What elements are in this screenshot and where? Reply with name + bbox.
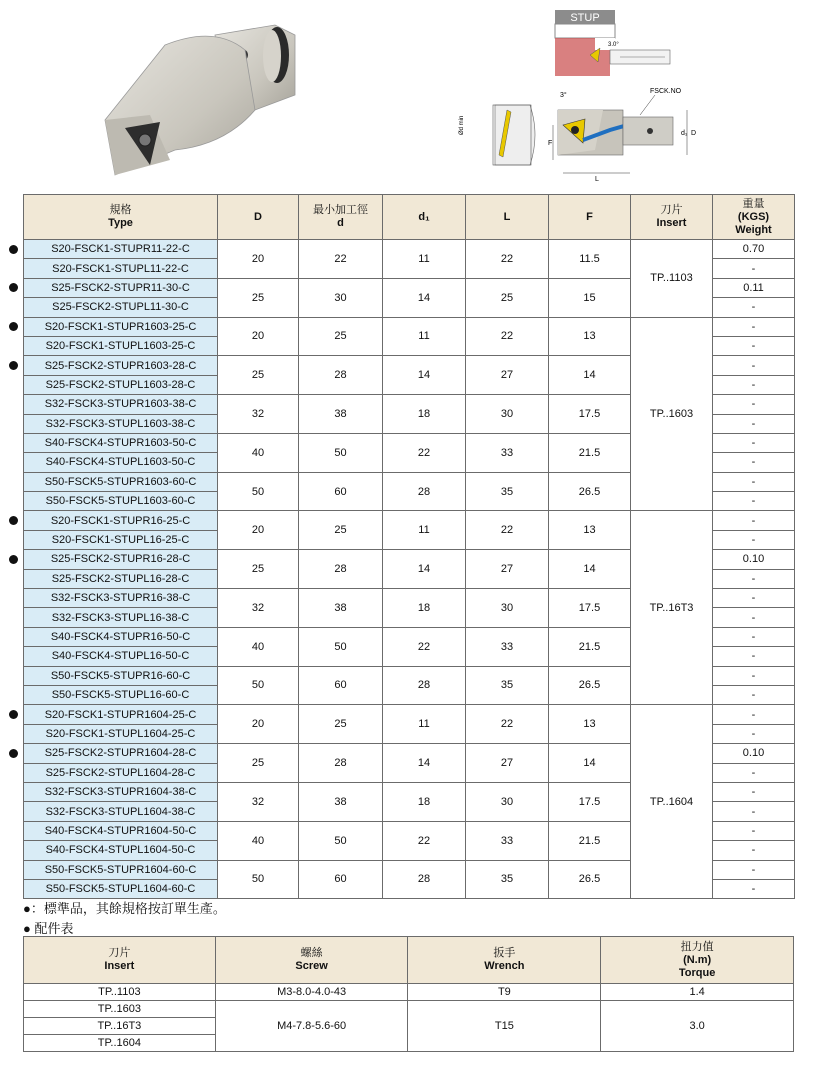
standard-stock-marker bbox=[9, 710, 18, 719]
type-cell: S25-FSCK2-STUPR11-30-C bbox=[24, 278, 218, 297]
dim-l-cell: 35 bbox=[466, 472, 549, 511]
dim-d1-cell: 11 bbox=[383, 705, 466, 744]
standard-stock-marker bbox=[9, 283, 18, 292]
type-cell: S25-FSCK2-STUPR1604-28-C bbox=[24, 744, 218, 763]
acc-header-cell bbox=[24, 937, 216, 984]
dim-d1-cell: 14 bbox=[383, 356, 466, 395]
dim-l-cell: 27 bbox=[466, 744, 549, 783]
standard-stock-marker bbox=[9, 322, 18, 331]
tool-holder-image bbox=[95, 10, 310, 185]
table-row bbox=[24, 511, 795, 530]
dim-d-cell: 30 bbox=[299, 278, 383, 317]
type-cell: S25-FSCK2-STUPR1603-28-C bbox=[24, 356, 218, 375]
type-cell: S50-FSCK5-STUPL1603-60-C bbox=[24, 492, 218, 511]
standard-stock-marker bbox=[9, 749, 18, 758]
header-zh: 重量 bbox=[742, 197, 765, 210]
dim-l-cell: 27 bbox=[466, 356, 549, 395]
type-cell: S40-FSCK4-STUPL1603-50-C bbox=[24, 453, 218, 472]
dim-d1-cell: 11 bbox=[383, 240, 466, 279]
weight-cell: - bbox=[713, 685, 795, 704]
weight-cell: - bbox=[713, 395, 795, 414]
spec-header-cell bbox=[549, 195, 631, 240]
acc-header-en: (N.m) bbox=[683, 953, 712, 966]
weight-cell: - bbox=[713, 627, 795, 646]
dim-d-cell: 25 bbox=[218, 278, 299, 317]
weight-cell: - bbox=[713, 336, 795, 355]
stup-diagram bbox=[540, 10, 680, 80]
spec-header-cell bbox=[631, 195, 713, 240]
header-en: D bbox=[254, 210, 262, 223]
acc-row bbox=[24, 984, 794, 1001]
dim-f-cell: 13 bbox=[549, 705, 631, 744]
weight-cell: - bbox=[713, 608, 795, 627]
spec-header-cell bbox=[24, 195, 218, 240]
header-zh: 規格 bbox=[109, 204, 132, 216]
type-cell: S20-FSCK1-STUPR1604-25-C bbox=[24, 705, 218, 724]
dim-f-cell: 14 bbox=[549, 550, 631, 589]
dim-d-cell: 25 bbox=[299, 705, 383, 744]
type-cell: S20-FSCK1-STUPL11-22-C bbox=[24, 259, 218, 278]
acc-insert-cell: TP..1603 bbox=[24, 1001, 216, 1018]
header-zh: 最小加工徑 bbox=[313, 204, 368, 216]
acc-insert-cell: TP..1103 bbox=[24, 984, 216, 1001]
header-zh: 刀片 bbox=[660, 204, 683, 216]
dim-d-cell: 50 bbox=[218, 860, 299, 899]
weight-cell: 0.11 bbox=[713, 278, 795, 297]
spec-table bbox=[23, 194, 795, 899]
dim-f-cell: 26.5 bbox=[549, 860, 631, 899]
dim-l-cell: 33 bbox=[466, 627, 549, 666]
dim-d1-cell: 28 bbox=[383, 472, 466, 511]
dim-d1-cell: 28 bbox=[383, 666, 466, 705]
acc-wrench-cell: T15 bbox=[408, 1001, 601, 1052]
dim-d-cell: 25 bbox=[299, 317, 383, 356]
weight-cell: - bbox=[713, 705, 795, 724]
stup-label: STUP bbox=[570, 12, 600, 24]
weight-cell: - bbox=[713, 666, 795, 685]
dim-d1-cell: 11 bbox=[383, 511, 466, 550]
dmin-label: Ød min bbox=[459, 115, 465, 135]
dim-d1-cell: 14 bbox=[383, 550, 466, 589]
spec-header-cell bbox=[218, 195, 299, 240]
accessories-table bbox=[23, 936, 794, 1052]
dim-l-cell: 30 bbox=[466, 782, 549, 821]
weight-cell: - bbox=[713, 317, 795, 336]
acc-insert-cell: TP..1604 bbox=[24, 1035, 216, 1052]
type-cell: S25-FSCK2-STUPR16-28-C bbox=[24, 550, 218, 569]
type-cell: S40-FSCK4-STUPR16-50-C bbox=[24, 627, 218, 646]
dim-d-cell: 38 bbox=[299, 395, 383, 434]
type-cell: S50-FSCK5-STUPR16-60-C bbox=[24, 666, 218, 685]
table-row bbox=[24, 240, 795, 259]
acc-header-zh: 扭力值 bbox=[680, 940, 714, 953]
dim-f-cell: 11.5 bbox=[549, 240, 631, 279]
dim-d1-cell: 18 bbox=[383, 782, 466, 821]
type-cell: S40-FSCK4-STUPL16-50-C bbox=[24, 647, 218, 666]
acc-header-en: Screw bbox=[295, 960, 328, 972]
acc-screw-cell: M4-7.8-5.6-60 bbox=[215, 1001, 408, 1052]
D-label: D bbox=[691, 130, 697, 137]
acc-header-zh: 螺絲 bbox=[300, 947, 323, 959]
acc-header-cell bbox=[601, 937, 794, 984]
weight-cell: - bbox=[713, 841, 795, 860]
dim-d-cell: 38 bbox=[299, 782, 383, 821]
weight-cell: - bbox=[713, 259, 795, 278]
weight-cell: - bbox=[713, 356, 795, 375]
dim-d-cell: 32 bbox=[218, 589, 299, 628]
spec-header-cell bbox=[383, 195, 466, 240]
insert-cell: TP..1604 bbox=[631, 705, 713, 899]
dimension-diagram bbox=[455, 85, 700, 185]
type-cell: S32-FSCK3-STUPL1604-38-C bbox=[24, 802, 218, 821]
weight-cell: - bbox=[713, 860, 795, 879]
header-en: L bbox=[503, 210, 511, 223]
standard-stock-marker bbox=[9, 361, 18, 370]
dim-d1-cell: 22 bbox=[383, 821, 466, 860]
weight-cell: 0.10 bbox=[713, 744, 795, 763]
header-en: F bbox=[586, 210, 593, 223]
dim-l-cell: 30 bbox=[466, 395, 549, 434]
dim-d-cell: 38 bbox=[299, 589, 383, 628]
type-cell: S32-FSCK3-STUPL1603-38-C bbox=[24, 414, 218, 433]
weight-cell: - bbox=[713, 375, 795, 394]
L-label: L bbox=[595, 176, 599, 183]
type-cell: S50-FSCK5-STUPL16-60-C bbox=[24, 685, 218, 704]
dim-f-cell: 21.5 bbox=[549, 627, 631, 666]
dim-d-cell: 50 bbox=[299, 627, 383, 666]
table-row bbox=[24, 317, 795, 336]
dim-l-cell: 35 bbox=[466, 860, 549, 899]
spec-header-cell bbox=[713, 195, 795, 240]
acc-header-en: Insert bbox=[104, 960, 135, 972]
weight-cell: - bbox=[713, 530, 795, 549]
dim-f-cell: 17.5 bbox=[549, 395, 631, 434]
weight-cell: - bbox=[713, 298, 795, 317]
spec-header-cell bbox=[299, 195, 383, 240]
dim-f-cell: 14 bbox=[549, 744, 631, 783]
type-cell: S50-FSCK5-STUPR1603-60-C bbox=[24, 472, 218, 491]
type-cell: S25-FSCK2-STUPL16-28-C bbox=[24, 569, 218, 588]
dim-d-cell: 20 bbox=[218, 317, 299, 356]
dim-d1-cell: 18 bbox=[383, 589, 466, 628]
type-cell: S20-FSCK1-STUPL1603-25-C bbox=[24, 336, 218, 355]
angle-side-label: 3° bbox=[560, 92, 567, 99]
dim-d-cell: 32 bbox=[218, 395, 299, 434]
dim-d-cell: 50 bbox=[299, 433, 383, 472]
acc-header-en: Wrench bbox=[484, 960, 525, 972]
dim-d-cell: 25 bbox=[218, 550, 299, 589]
dim-d-cell: 22 bbox=[299, 240, 383, 279]
dim-d-cell: 50 bbox=[218, 666, 299, 705]
weight-cell: - bbox=[713, 782, 795, 801]
dim-f-cell: 15 bbox=[549, 278, 631, 317]
weight-cell: - bbox=[713, 821, 795, 840]
dim-d1-cell: 11 bbox=[383, 317, 466, 356]
acc-torque-cell: 3.0 bbox=[601, 1001, 794, 1052]
dim-l-cell: 22 bbox=[466, 511, 549, 550]
dim-d1-cell: 28 bbox=[383, 860, 466, 899]
dim-d-cell: 60 bbox=[299, 860, 383, 899]
dim-d1-cell: 22 bbox=[383, 433, 466, 472]
weight-cell: - bbox=[713, 802, 795, 821]
accessories-title: ● 配件表 bbox=[23, 921, 74, 936]
weight-cell: - bbox=[713, 647, 795, 666]
acc-wrench-cell: T9 bbox=[408, 984, 601, 1001]
dim-d-cell: 25 bbox=[218, 356, 299, 395]
type-cell: S20-FSCK1-STUPL1604-25-C bbox=[24, 724, 218, 743]
weight-cell: - bbox=[713, 724, 795, 743]
dim-d-cell: 25 bbox=[218, 744, 299, 783]
standard-stock-marker bbox=[9, 245, 18, 254]
dim-l-cell: 33 bbox=[466, 821, 549, 860]
dim-f-cell: 17.5 bbox=[549, 589, 631, 628]
dim-d-cell: 28 bbox=[299, 744, 383, 783]
header-en2: Weight bbox=[735, 223, 772, 236]
type-cell: S40-FSCK4-STUPL1604-50-C bbox=[24, 841, 218, 860]
dim-d-cell: 25 bbox=[299, 511, 383, 550]
dim-l-cell: 30 bbox=[466, 589, 549, 628]
dim-d-cell: 40 bbox=[218, 627, 299, 666]
dim-d-cell: 20 bbox=[218, 240, 299, 279]
header-en: d bbox=[337, 217, 344, 229]
weight-cell: - bbox=[713, 589, 795, 608]
weight-cell: - bbox=[713, 453, 795, 472]
acc-header-cell bbox=[215, 937, 408, 984]
dim-l-cell: 22 bbox=[466, 317, 549, 356]
weight-cell: 0.70 bbox=[713, 240, 795, 259]
spec-header-cell bbox=[466, 195, 549, 240]
dim-d-cell: 32 bbox=[218, 782, 299, 821]
dim-d-cell: 28 bbox=[299, 550, 383, 589]
type-cell: S32-FSCK3-STUPR1603-38-C bbox=[24, 395, 218, 414]
dim-f-cell: 26.5 bbox=[549, 472, 631, 511]
header-en: d₁ bbox=[418, 210, 430, 223]
weight-cell: - bbox=[713, 763, 795, 782]
acc-torque-cell: 1.4 bbox=[601, 984, 794, 1001]
dim-l-cell: 22 bbox=[466, 705, 549, 744]
accessories-header-row bbox=[24, 937, 794, 984]
dim-d1-cell: 18 bbox=[383, 395, 466, 434]
type-cell: S25-FSCK2-STUPL1604-28-C bbox=[24, 763, 218, 782]
dim-d-cell: 60 bbox=[299, 472, 383, 511]
dim-d-cell: 20 bbox=[218, 511, 299, 550]
insert-cell: TP..16T3 bbox=[631, 511, 713, 705]
weight-cell: - bbox=[713, 879, 795, 898]
dim-f-cell: 13 bbox=[549, 511, 631, 550]
weight-cell: - bbox=[713, 511, 795, 530]
insert-cell: TP..1103 bbox=[631, 240, 713, 318]
header-en: Type bbox=[108, 217, 133, 229]
weight-cell: - bbox=[713, 414, 795, 433]
acc-screw-cell: M3-8.0-4.0-43 bbox=[215, 984, 408, 1001]
acc-header-cell bbox=[408, 937, 601, 984]
type-cell: S20-FSCK1-STUPR16-25-C bbox=[24, 511, 218, 530]
type-cell: S20-FSCK1-STUPR11-22-C bbox=[24, 240, 218, 259]
weight-cell: - bbox=[713, 472, 795, 491]
acc-header-en2: Torque bbox=[678, 966, 716, 979]
weight-cell: - bbox=[713, 433, 795, 452]
header-en: (KGS) bbox=[737, 210, 770, 223]
dim-d-cell: 50 bbox=[218, 472, 299, 511]
dim-f-cell: 17.5 bbox=[549, 782, 631, 821]
dim-d-cell: 20 bbox=[218, 705, 299, 744]
weight-cell: 0.10 bbox=[713, 550, 795, 569]
type-cell: S20-FSCK1-STUPL16-25-C bbox=[24, 530, 218, 549]
type-cell: S40-FSCK4-STUPR1604-50-C bbox=[24, 821, 218, 840]
header-en: Insert bbox=[656, 217, 687, 229]
dim-l-cell: 33 bbox=[466, 433, 549, 472]
dim-f-cell: 13 bbox=[549, 317, 631, 356]
type-cell: S25-FSCK2-STUPL11-30-C bbox=[24, 298, 218, 317]
dim-l-cell: 35 bbox=[466, 666, 549, 705]
insert-cell: TP..1603 bbox=[631, 317, 713, 511]
dim-f-cell: 21.5 bbox=[549, 433, 631, 472]
dim-f-cell: 14 bbox=[549, 356, 631, 395]
type-cell: S32-FSCK3-STUPR16-38-C bbox=[24, 589, 218, 608]
dim-f-cell: 26.5 bbox=[549, 666, 631, 705]
acc-header-zh: 扳手 bbox=[493, 947, 516, 959]
dim-d-cell: 28 bbox=[299, 356, 383, 395]
dim-l-cell: 22 bbox=[466, 240, 549, 279]
acc-header-zh: 刀片 bbox=[108, 947, 131, 959]
dim-l-cell: 25 bbox=[466, 278, 549, 317]
angle-top-label: 3.0° bbox=[608, 42, 619, 48]
standard-stock-marker bbox=[9, 555, 18, 564]
dim-l-cell: 27 bbox=[466, 550, 549, 589]
dim-d1-cell: 14 bbox=[383, 278, 466, 317]
type-cell: S32-FSCK3-STUPR1604-38-C bbox=[24, 782, 218, 801]
type-cell: S20-FSCK1-STUPR1603-25-C bbox=[24, 317, 218, 336]
weight-cell: - bbox=[713, 492, 795, 511]
standard-stock-marker bbox=[9, 516, 18, 525]
fsck-label: FSCK.NO bbox=[650, 88, 682, 95]
F-label: F bbox=[548, 140, 553, 147]
dim-d-cell: 40 bbox=[218, 433, 299, 472]
dim-d1-cell: 22 bbox=[383, 627, 466, 666]
weight-cell: - bbox=[713, 569, 795, 588]
dim-d1-cell: 14 bbox=[383, 744, 466, 783]
dim-d-cell: 60 bbox=[299, 666, 383, 705]
acc-row bbox=[24, 1001, 794, 1018]
type-cell: S50-FSCK5-STUPL1604-60-C bbox=[24, 879, 218, 898]
type-cell: S50-FSCK5-STUPR1604-60-C bbox=[24, 860, 218, 879]
stock-note: ●：標準品，其餘規格按訂單生產。 bbox=[23, 901, 226, 916]
dim-f-cell: 21.5 bbox=[549, 821, 631, 860]
acc-insert-cell: TP..16T3 bbox=[24, 1018, 216, 1035]
type-cell: S25-FSCK2-STUPL1603-28-C bbox=[24, 375, 218, 394]
d1-label: d₁ bbox=[681, 130, 688, 137]
spec-header-row bbox=[24, 195, 795, 240]
type-cell: S40-FSCK4-STUPR1603-50-C bbox=[24, 433, 218, 452]
dim-d-cell: 50 bbox=[299, 821, 383, 860]
dim-d-cell: 40 bbox=[218, 821, 299, 860]
table-row bbox=[24, 705, 795, 724]
type-cell: S32-FSCK3-STUPL16-38-C bbox=[24, 608, 218, 627]
